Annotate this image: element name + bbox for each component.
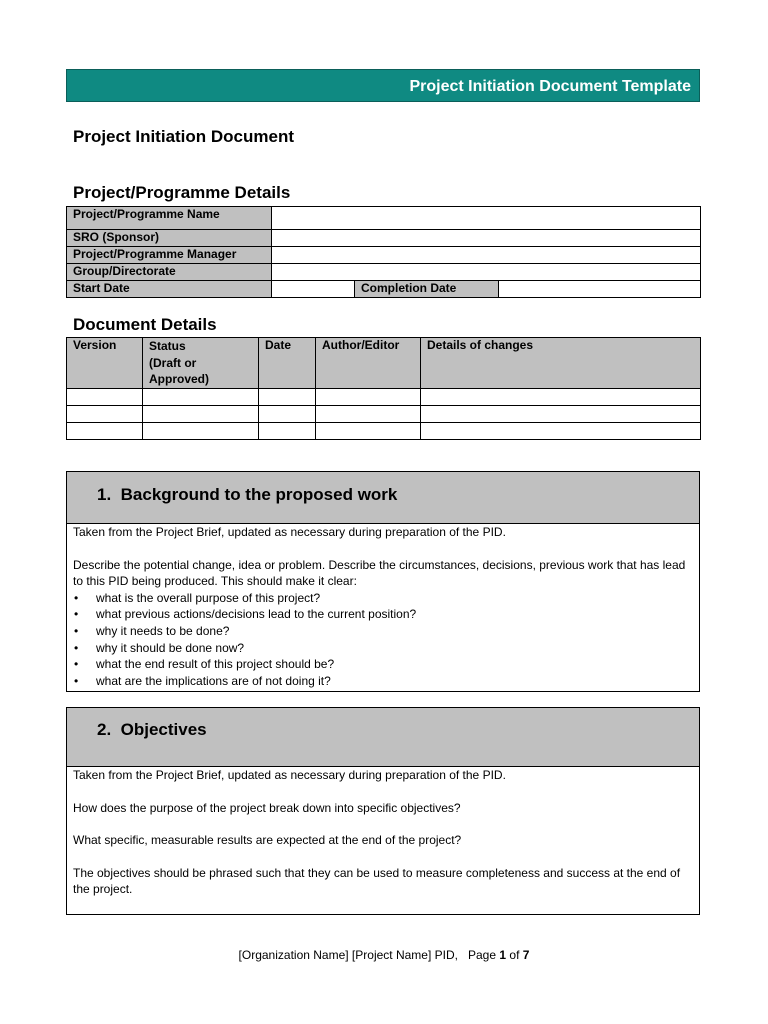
list-item: • why it should be done now? (74, 640, 245, 655)
table-row (67, 422, 701, 439)
col-author-editor: Author/Editor (316, 338, 421, 389)
section-paragraph: How does the purpose of the project break down into specific objectives? (73, 800, 461, 815)
table-cell[interactable] (316, 422, 421, 439)
label-start-date: Start Date (67, 281, 272, 298)
label-sro: SRO (Sponsor) (67, 230, 272, 247)
table-row (67, 405, 701, 422)
bullet-icon: • (74, 623, 79, 638)
section-intro: Taken from the Project Brief, updated as necessary during preparation of the PID. (73, 768, 506, 782)
section-paragraph: Describe the potential change, idea or problem. Describe the circumstances, decisions, previous work that has lead to this PID being produced. This should make it clear: (73, 557, 686, 589)
page-footer (0, 948, 768, 962)
bullet-icon: • (74, 657, 79, 672)
table-cell[interactable] (316, 405, 421, 422)
value-sro[interactable] (272, 230, 701, 247)
section-background (66, 471, 700, 692)
value-start-date[interactable] (272, 281, 355, 298)
bullet-icon: • (74, 673, 79, 688)
label-group-directorate: Group/Directorate (67, 264, 272, 281)
table-cell[interactable] (67, 405, 143, 422)
col-details-of-changes: Details of changes (421, 338, 701, 389)
table-cell[interactable] (421, 422, 701, 439)
bullet-icon: • (74, 607, 79, 622)
section-objectives-body (67, 767, 699, 898)
value-project-manager[interactable] (272, 247, 701, 264)
table-cell[interactable] (143, 405, 259, 422)
page-of: of (509, 948, 520, 962)
footer-text: [Organization Name] [Project Name] PID, (238, 948, 458, 962)
page-total: 7 (522, 948, 530, 962)
section-number: 2. (97, 720, 112, 739)
page-title: Project Initiation Document (73, 127, 295, 146)
value-group-directorate[interactable] (272, 264, 701, 281)
section-objectives-title (97, 720, 207, 740)
project-details-table (66, 206, 701, 298)
bullet-list (73, 590, 693, 690)
table-cell[interactable] (259, 388, 316, 405)
banner-title: Project Initiation Document Template (409, 78, 691, 95)
table-cell[interactable] (316, 388, 421, 405)
section-paragraph: What specific, measurable results are expected at the end of the project? (73, 833, 462, 848)
list-item: • what is the overall purpose of this project? (74, 590, 321, 605)
col-date: Date (259, 338, 316, 389)
list-item: • what are the implications are of not doing it? (74, 673, 331, 688)
table-cell[interactable] (421, 405, 701, 422)
page-label: Page (467, 948, 497, 962)
table-cell[interactable] (67, 388, 143, 405)
document-details-header-row (67, 338, 701, 389)
list-item: • what the end result of this project should be? (74, 657, 335, 672)
page-current: 1 (499, 948, 507, 962)
document-details-heading: Document Details (73, 315, 217, 334)
section-objectives (66, 707, 700, 915)
section-title-text: Background to the proposed work (120, 485, 398, 504)
section-title-text: Objectives (120, 720, 207, 739)
section-background-body (67, 524, 699, 689)
col-status: Status (Draft or Approved) (143, 338, 259, 389)
table-cell[interactable] (143, 422, 259, 439)
section-background-title (97, 485, 397, 505)
table-cell[interactable] (259, 422, 316, 439)
col-version: Version (67, 338, 143, 389)
list-item: • what previous actions/decisions lead to the current position? (74, 607, 417, 622)
section-number: 1. (97, 485, 112, 504)
table-cell[interactable] (67, 422, 143, 439)
bullet-icon: • (74, 640, 79, 655)
project-details-heading: Project/Programme Details (73, 183, 291, 202)
label-project-name: Project/Programme Name (67, 207, 272, 230)
section-paragraph: The objectives should be phrased such that they can be used to measure completeness and success at the end of the project. (73, 865, 681, 897)
bullet-icon: • (74, 590, 79, 605)
label-project-manager: Project/Programme Manager (67, 247, 272, 264)
document-details-table (66, 337, 701, 440)
list-item: • why it needs to be done? (74, 623, 230, 638)
section-intro: Taken from the Project Brief, updated as necessary during preparation of the PID. (73, 525, 506, 539)
header-banner (66, 69, 700, 102)
table-cell[interactable] (143, 388, 259, 405)
label-completion-date: Completion Date (355, 281, 499, 298)
table-cell[interactable] (421, 388, 701, 405)
value-completion-date[interactable] (499, 281, 701, 298)
table-cell[interactable] (259, 405, 316, 422)
table-row (67, 388, 701, 405)
section-objectives-header (67, 708, 699, 767)
value-project-name[interactable] (272, 207, 701, 230)
section-background-header (67, 472, 699, 524)
